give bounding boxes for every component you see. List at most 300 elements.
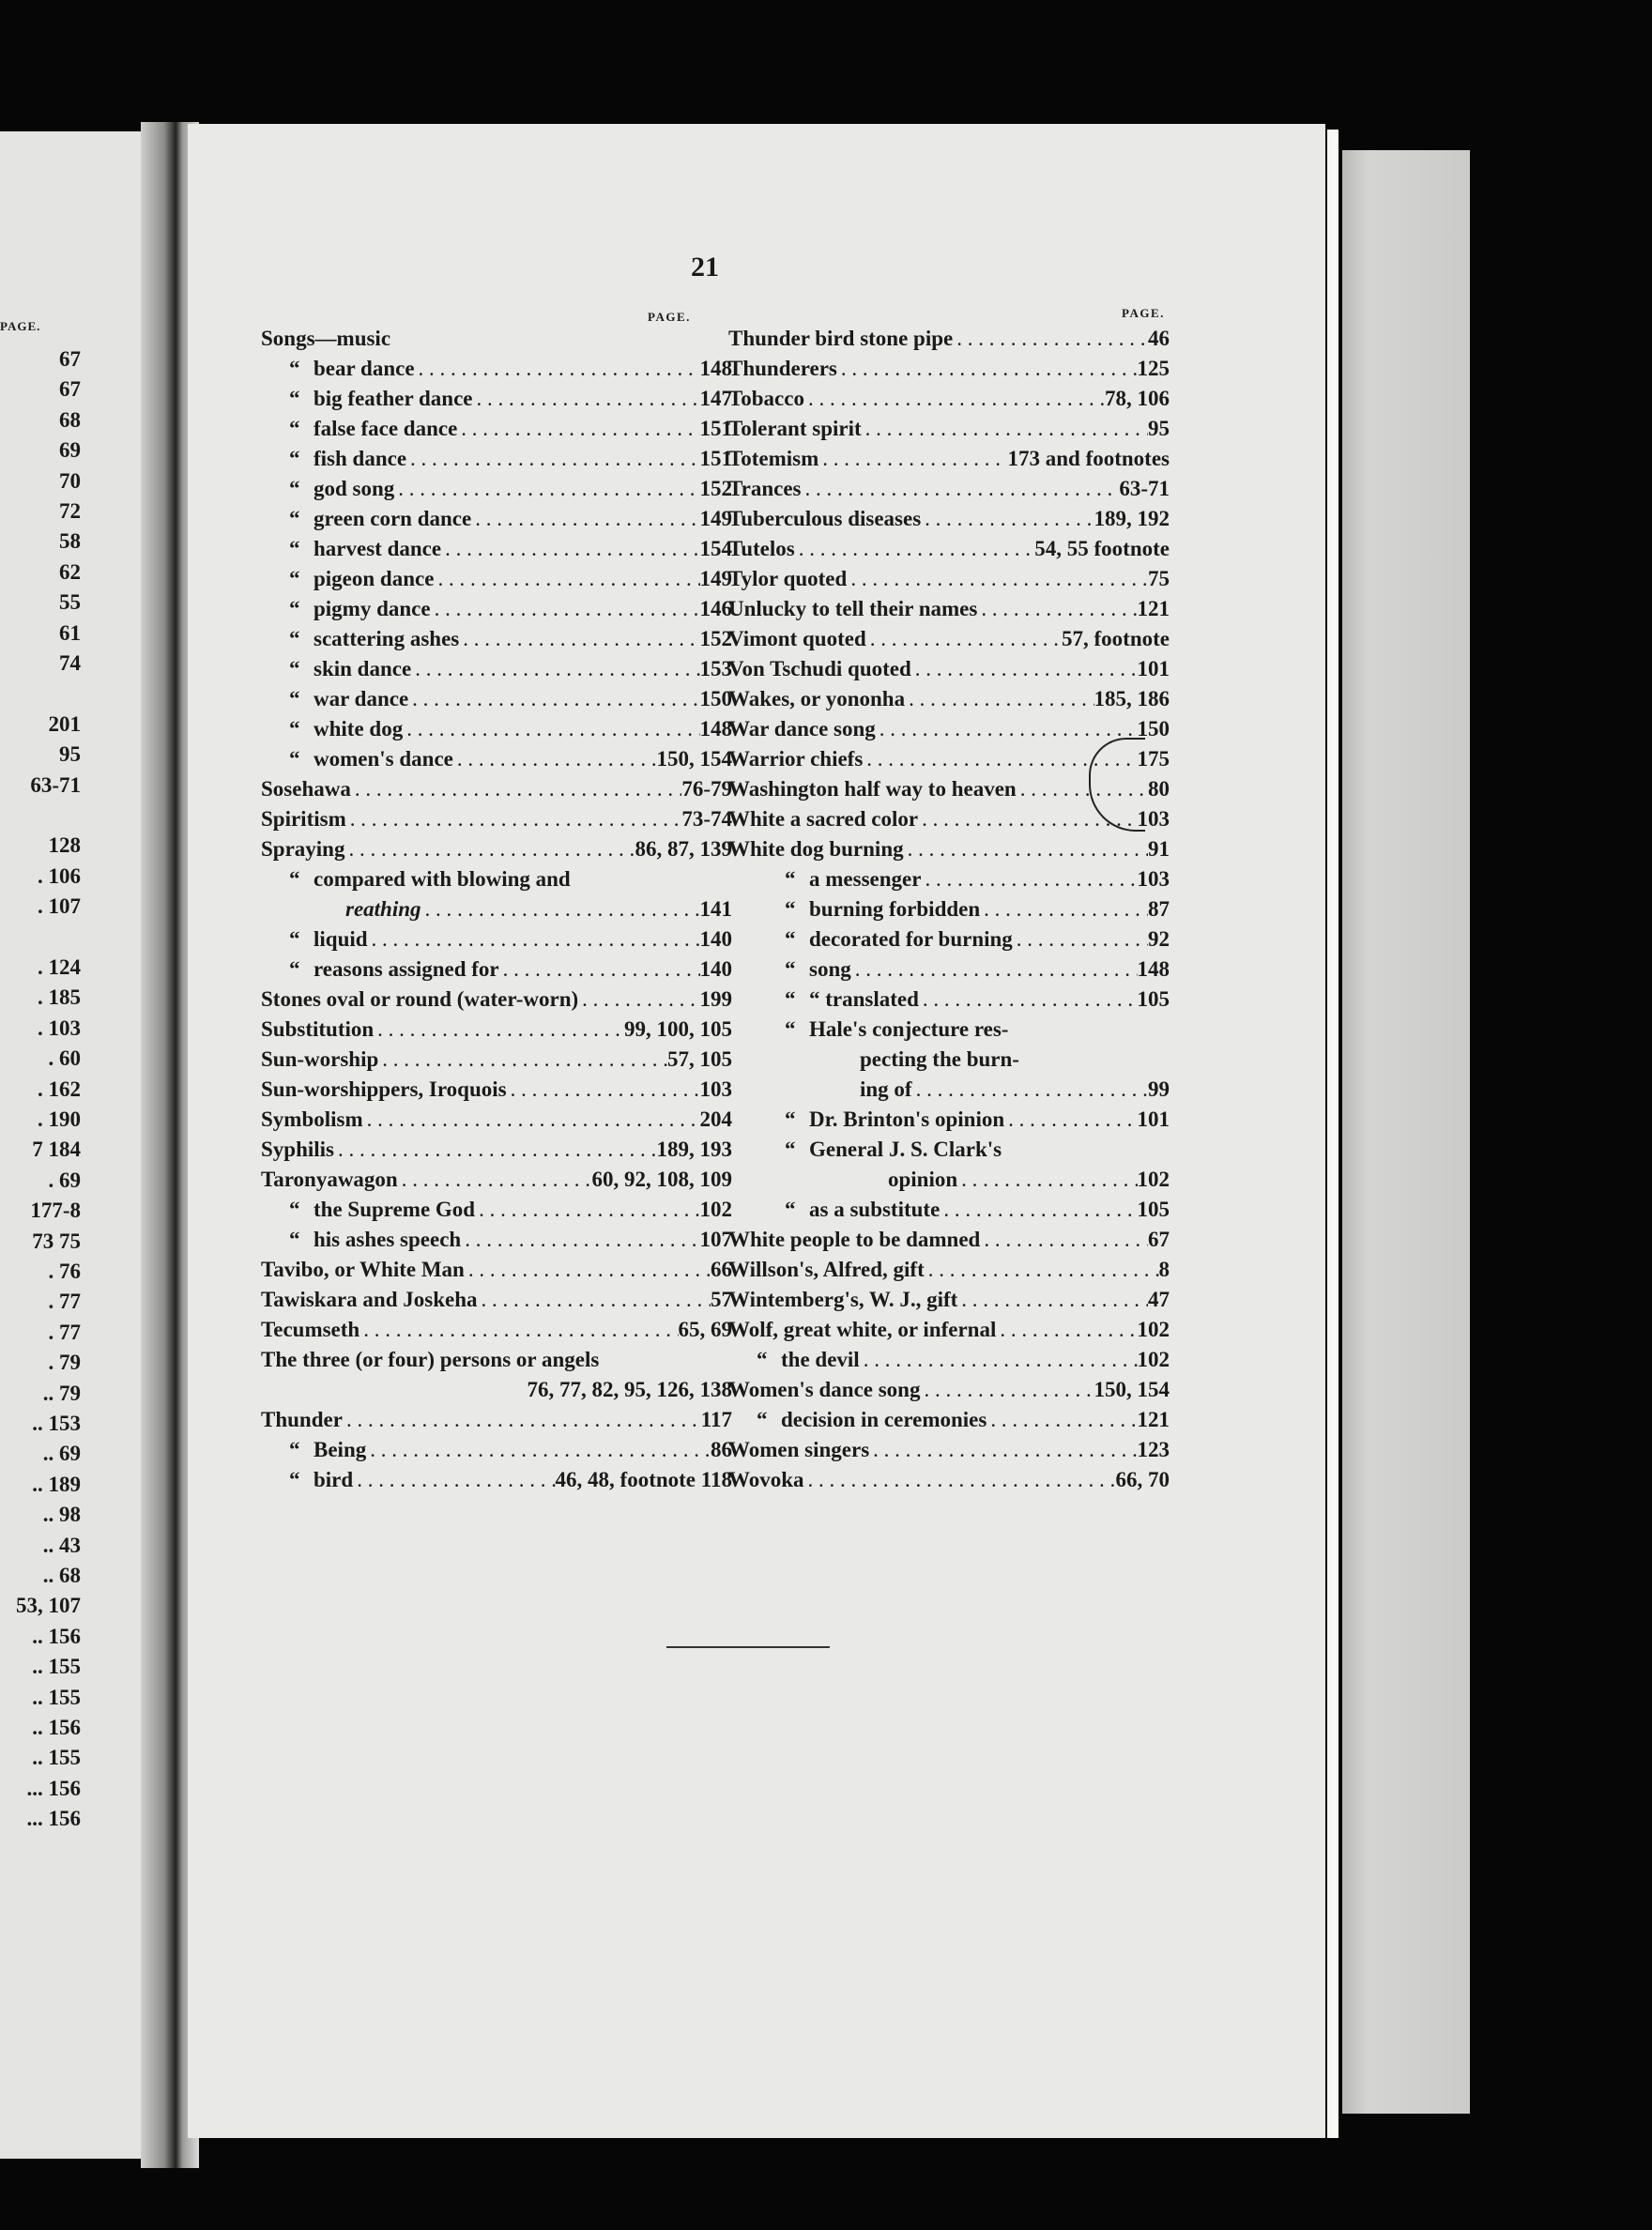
entry-pages: 103	[699, 1077, 732, 1101]
ditto-mark: “	[289, 927, 300, 951]
entry-pages: 149	[699, 567, 732, 590]
previous-page-number: .. 43	[42, 1533, 81, 1557]
index-entry	[728, 567, 1170, 597]
entry-pages: 47	[1148, 1288, 1170, 1311]
previous-page-number: 70	[59, 468, 81, 493]
entry-pages: 148	[699, 357, 732, 380]
entry-pages: 146	[699, 597, 732, 620]
previous-page-number: 63-71	[30, 772, 81, 797]
entry-pages: 87	[1148, 897, 1170, 921]
page-edge	[1327, 130, 1338, 2138]
index-entry	[728, 1138, 1170, 1168]
dot-leader	[866, 627, 1062, 651]
dot-leader	[862, 417, 1148, 441]
index-entry	[728, 1168, 1170, 1198]
dot-leader	[957, 1168, 1137, 1192]
index-entry	[728, 927, 1170, 957]
dot-leader	[406, 447, 699, 471]
entry-pages: 75	[1148, 567, 1170, 590]
entry-pages: 173 and footnotes	[1007, 447, 1170, 470]
previous-page-fragment	[0, 131, 148, 2159]
dot-leader	[344, 837, 635, 862]
entry-label: Tecumseth	[261, 1318, 360, 1341]
index-entry	[728, 627, 1170, 657]
index-entry	[728, 1017, 1170, 1047]
previous-page-number: . 60	[48, 1046, 81, 1071]
entry-label: Thunder	[261, 1408, 343, 1431]
index-entry	[261, 507, 732, 537]
entry-pages: 204	[699, 1107, 732, 1131]
entry-pages: 92	[1148, 927, 1170, 951]
previous-page-number: 53, 107	[16, 1594, 81, 1618]
dot-leader	[920, 1378, 1094, 1402]
previous-page-number: 74	[59, 651, 81, 675]
dot-leader	[851, 957, 1138, 982]
entry-pages: 101	[1137, 657, 1170, 680]
entry-pages: 141	[699, 897, 732, 921]
dot-leader	[940, 1198, 1137, 1222]
index-entry	[728, 1348, 1170, 1378]
entry-pages: 175	[1137, 747, 1170, 771]
previous-page-number: .. 68	[42, 1564, 81, 1587]
index-entry	[261, 537, 732, 567]
index-entry	[728, 357, 1170, 387]
entry-pages: 150	[1137, 717, 1170, 741]
index-right-column	[728, 327, 1170, 1498]
ditto-mark: “	[785, 867, 796, 891]
entry-label: Spraying	[261, 837, 345, 861]
entry-label: Sun-worshippers, Iroquois	[261, 1077, 507, 1101]
previous-page-number: .. 155	[32, 1685, 81, 1709]
entry-label: scattering ashes	[314, 627, 460, 650]
index-entry	[261, 1378, 732, 1408]
entry-label: Washington half way to heaven	[728, 777, 1017, 801]
entry-label: decision in ceremonies	[781, 1408, 987, 1431]
dot-leader	[334, 1138, 657, 1162]
page-number: 21	[691, 252, 719, 283]
entry-label: his ashes speech	[314, 1228, 462, 1251]
entry-label: White people to be damned	[728, 1228, 981, 1251]
entry-pages: 117	[700, 1408, 732, 1431]
dot-leader	[837, 357, 1138, 381]
entry-label: Tuberculous diseases	[728, 507, 922, 530]
index-entry	[728, 1107, 1170, 1138]
ditto-mark: “	[785, 927, 796, 951]
entry-label: bear dance	[314, 357, 415, 380]
dot-leader	[980, 1228, 1148, 1252]
previous-page-number: .. 153	[32, 1412, 81, 1435]
index-entry	[728, 387, 1170, 417]
entry-pages: 76, 77, 82, 95, 126, 138	[527, 1378, 732, 1401]
entry-label: pecting the burn-	[860, 1047, 1019, 1071]
previous-page-number: 73 75	[32, 1229, 81, 1253]
entry-pages: 150, 154	[1094, 1378, 1170, 1401]
entry-pages: 86	[711, 1438, 732, 1461]
index-entry	[728, 897, 1170, 927]
dot-leader	[987, 1408, 1137, 1432]
entry-label: Tawiskara and Joskeha	[261, 1288, 478, 1311]
entry-pages: 153	[699, 657, 732, 680]
previous-page-number: ... 156	[26, 1807, 81, 1831]
index-entry	[728, 717, 1170, 747]
previous-page-number: . 162	[38, 1077, 81, 1101]
dot-leader	[996, 1318, 1137, 1342]
entry-pages: 99	[1148, 1077, 1170, 1101]
entry-pages: 80	[1148, 777, 1170, 801]
entry-pages: 125	[1137, 357, 1170, 380]
dot-leader	[457, 417, 699, 441]
dot-leader	[459, 627, 699, 651]
index-entry	[261, 1438, 732, 1468]
previous-page-number: .. 98	[42, 1503, 81, 1527]
entry-pages: 121	[1137, 1408, 1170, 1431]
entry-pages: 103	[1137, 807, 1170, 831]
previous-page-number: 61	[59, 620, 81, 645]
index-entry	[261, 657, 732, 687]
ditto-mark: “	[289, 477, 300, 500]
previous-page-number: .. 155	[32, 1655, 81, 1679]
entry-pages: 57	[711, 1288, 732, 1311]
entry-label: war dance	[314, 687, 409, 710]
entry-pages: 154	[699, 537, 732, 560]
ditto-mark: “	[289, 657, 300, 680]
index-entry	[261, 1047, 732, 1077]
dot-leader	[366, 1438, 711, 1462]
previous-page-header: PAGE.	[0, 319, 41, 333]
index-entry	[261, 387, 732, 417]
entry-label: Warrior chiefs	[728, 747, 864, 771]
index-entry	[728, 837, 1170, 867]
entry-pages: 63-71	[1119, 477, 1170, 500]
index-entry	[261, 1077, 732, 1107]
entry-label: harvest dance	[314, 537, 442, 560]
entry-pages: 107	[699, 1228, 732, 1251]
ditto-mark: “	[785, 1107, 796, 1131]
previous-page-number: 68	[59, 407, 81, 432]
dot-leader	[507, 1077, 700, 1102]
dot-leader	[461, 1228, 699, 1252]
entry-pages: 152	[699, 627, 732, 650]
index-entry	[261, 927, 732, 957]
entry-label: White dog burning	[728, 837, 904, 861]
entry-label: big feather dance	[314, 387, 473, 410]
entry-label: White a sacred color	[728, 807, 919, 831]
entry-label: Wakes, or yononha	[728, 687, 906, 710]
entry-label: women's dance	[314, 747, 453, 771]
entry-pages: 65, 69	[678, 1318, 732, 1341]
dot-leader	[905, 687, 1094, 711]
index-entry	[261, 987, 732, 1017]
dot-leader	[368, 927, 700, 952]
entry-label: Substitution	[261, 1017, 375, 1041]
index-entry	[261, 1017, 732, 1047]
dot-leader	[471, 507, 699, 531]
dot-leader	[353, 1468, 555, 1492]
index-entry	[261, 447, 732, 477]
entry-pages: 185, 186	[1094, 687, 1170, 710]
previous-page-number: .. 156	[32, 1624, 81, 1648]
previous-page-number: 67	[59, 347, 81, 371]
index-entry	[261, 627, 732, 657]
index-entry	[261, 1228, 732, 1258]
entry-label: Thunder bird stone pipe	[728, 327, 954, 350]
index-entry	[261, 777, 732, 807]
dot-leader	[977, 597, 1137, 621]
dot-leader	[343, 1408, 701, 1432]
entry-pages: 78, 106	[1105, 387, 1170, 410]
entry-label: Spiritism	[261, 807, 346, 831]
index-entry	[728, 1198, 1170, 1228]
entry-label: Willson's, Alfred, gift	[728, 1258, 925, 1281]
entry-pages: 151	[699, 447, 732, 470]
dot-leader	[403, 717, 699, 741]
index-entry	[728, 447, 1170, 477]
dot-leader	[465, 1258, 711, 1282]
dot-leader	[876, 717, 1138, 741]
index-entry	[261, 1288, 732, 1318]
dot-leader	[421, 897, 700, 922]
dot-leader	[351, 777, 681, 802]
dot-leader	[1013, 927, 1148, 952]
entry-label: burning forbidden	[809, 897, 981, 921]
entry-label: “ translated	[809, 987, 919, 1011]
previous-page-number: 201	[48, 711, 81, 736]
entry-pages: 148	[1137, 957, 1170, 981]
index-entry	[728, 1288, 1170, 1318]
entry-label: Being	[314, 1438, 367, 1461]
ditto-mark: “	[289, 447, 300, 470]
entry-pages: 67	[1148, 1228, 1170, 1251]
ditto-mark: “	[289, 1228, 300, 1251]
index-entry	[728, 1047, 1170, 1077]
index-entry	[728, 987, 1170, 1017]
entry-pages: 121	[1137, 597, 1170, 620]
entry-pages: 105	[1137, 987, 1170, 1011]
dot-leader	[398, 1168, 592, 1192]
entry-label: god song	[314, 477, 395, 500]
entry-pages: 101	[1137, 1107, 1170, 1131]
entry-label: compared with blowing and	[314, 867, 571, 891]
index-entry	[261, 1408, 732, 1438]
index-entry	[261, 867, 732, 897]
entry-label: Tobacco	[728, 387, 804, 410]
index-entry	[728, 1408, 1170, 1438]
dot-leader	[441, 537, 699, 561]
entry-pages: 149	[699, 507, 732, 530]
ditto-mark: “	[757, 1348, 768, 1371]
entry-label: Sosehawa	[261, 777, 351, 801]
previous-page-number: 58	[59, 529, 81, 554]
ditto-mark: “	[785, 1017, 796, 1041]
index-entry	[261, 1348, 732, 1378]
entry-label: liquid	[314, 927, 368, 951]
previous-page-number: . 79	[48, 1351, 81, 1375]
entry-pages: 46	[1148, 327, 1170, 350]
entry-pages: 66, 70	[1115, 1468, 1170, 1491]
index-entry	[728, 597, 1170, 627]
entry-label: Tolerant spirit	[728, 417, 862, 440]
ditto-mark: “	[785, 957, 796, 981]
dot-leader	[904, 837, 1148, 862]
entry-pages: 57, 105	[667, 1047, 732, 1071]
end-rule	[666, 1646, 830, 1648]
dot-leader	[847, 567, 1148, 591]
dot-leader	[869, 1438, 1137, 1462]
entry-pages: 150, 154	[656, 747, 732, 771]
previous-page-number: . 77	[48, 1320, 81, 1344]
entry-pages: 99, 100, 105	[624, 1017, 732, 1041]
previous-page-number: . 185	[38, 985, 81, 1010]
entry-label: Von Tschudi quoted	[728, 657, 911, 680]
dot-leader	[434, 567, 699, 591]
previous-page-number: . 69	[48, 1168, 81, 1192]
entry-label: Tavibo, or White Man	[261, 1258, 465, 1281]
entry-pages: 189, 192	[1094, 507, 1170, 530]
entry-label: Symbolism	[261, 1107, 363, 1131]
entry-pages: 57, footnote	[1062, 627, 1170, 650]
index-entry	[728, 1077, 1170, 1107]
entry-label: Women singers	[728, 1438, 870, 1461]
index-entry	[728, 327, 1170, 357]
entry-pages: 66	[711, 1258, 732, 1281]
dot-leader	[912, 1077, 1148, 1102]
dot-leader	[860, 1348, 1138, 1372]
dot-leader	[919, 987, 1138, 1012]
index-entry	[261, 1258, 732, 1288]
previous-page-number: ... 156	[26, 1776, 81, 1800]
entry-label: as a substitute	[809, 1198, 941, 1221]
index-entry	[728, 657, 1170, 687]
entry-pages: 148	[699, 717, 732, 741]
entry-label: Wovoka	[728, 1468, 804, 1491]
entry-pages: 123	[1137, 1438, 1170, 1461]
index-entry	[728, 687, 1170, 717]
dot-leader	[408, 687, 699, 711]
entry-label: a messenger	[809, 867, 922, 891]
dot-leader	[804, 1468, 1116, 1492]
entry-label: Thunderers	[728, 357, 837, 380]
entry-label: Vimont quoted	[728, 627, 866, 650]
right-column-header: PAGE.	[1122, 306, 1165, 320]
entry-label: Hale's conjecture res-	[809, 1017, 1009, 1041]
entry-label: ing of	[860, 1077, 912, 1101]
entry-pages: 73-74	[681, 807, 732, 831]
entry-pages: 152	[699, 477, 732, 500]
ditto-mark: “	[289, 747, 300, 771]
previous-page-number: 177-8	[30, 1199, 81, 1223]
index-entry	[728, 417, 1170, 447]
entry-pages: 76-79	[681, 777, 732, 801]
entry-pages: 102	[1137, 1348, 1170, 1371]
ditto-mark: “	[289, 357, 300, 380]
index-entry	[728, 1228, 1170, 1258]
entry-label: Dr. Brinton's opinion	[809, 1107, 1005, 1131]
index-entry	[261, 957, 732, 987]
dot-leader	[957, 1288, 1148, 1312]
entry-pages: 151	[699, 417, 732, 440]
entry-label: War dance song	[728, 717, 876, 741]
ditto-mark: “	[289, 957, 300, 981]
previous-page-number: 72	[59, 499, 81, 523]
previous-page-number: . 76	[48, 1260, 81, 1283]
index-entry	[261, 1138, 732, 1168]
ditto-mark: “	[289, 1438, 300, 1461]
dot-leader	[346, 807, 682, 832]
entry-label: Totemism	[728, 447, 819, 470]
dot-leader	[953, 327, 1148, 351]
previous-page-number: . 106	[38, 863, 81, 888]
index-entry	[728, 477, 1170, 507]
entry-pages: 140	[699, 927, 732, 951]
entry-pages: 95	[1148, 417, 1170, 440]
index-entry	[261, 357, 732, 387]
entry-label: General J. S. Clark's	[809, 1138, 1002, 1161]
ditto-mark: “	[289, 417, 300, 440]
previous-page-number: .. 155	[32, 1746, 81, 1770]
entry-pages: 46, 48, footnote 118	[555, 1468, 732, 1491]
entry-pages: 150	[699, 687, 732, 710]
dot-leader	[795, 537, 1035, 561]
dot-leader	[921, 507, 1094, 531]
dot-leader	[980, 897, 1148, 922]
previous-page-number: .. 69	[42, 1442, 81, 1466]
dot-leader	[478, 1288, 711, 1312]
ditto-mark: “	[289, 507, 300, 530]
index-entry	[261, 1198, 732, 1228]
index-entry	[261, 327, 732, 357]
ditto-mark: “	[289, 1468, 300, 1491]
previous-page-number: 7 184	[32, 1138, 81, 1162]
entry-label: The three (or four) persons or angels	[261, 1348, 600, 1371]
entry-label: Syphilis	[261, 1138, 334, 1161]
previous-page-number: .. 156	[32, 1716, 81, 1739]
dot-leader	[499, 957, 700, 982]
previous-page-number: 62	[59, 559, 81, 584]
ditto-mark: “	[289, 687, 300, 710]
entry-label: opinion	[888, 1168, 958, 1191]
entry-pages: 105	[1137, 1198, 1170, 1221]
ditto-mark: “	[289, 387, 300, 410]
entry-label: white dog	[314, 717, 404, 741]
dot-leader	[804, 387, 1105, 411]
dot-leader	[911, 657, 1138, 681]
entry-label: false face dance	[314, 417, 458, 440]
ditto-mark: “	[289, 597, 300, 620]
previous-page-number: 95	[59, 742, 81, 767]
dot-leader	[359, 1318, 678, 1342]
dot-leader	[363, 1107, 700, 1132]
ditto-mark: “	[785, 1198, 796, 1221]
ditto-mark: “	[289, 717, 300, 741]
index-entry	[728, 867, 1170, 897]
entry-pages: 86, 87, 139	[635, 837, 732, 861]
dot-leader	[818, 447, 1007, 471]
previous-page-number: . 103	[38, 1016, 81, 1040]
entry-label: the Supreme God	[314, 1198, 476, 1221]
index-entry	[728, 1258, 1170, 1288]
entry-label: song	[809, 957, 851, 981]
entry-pages: 103	[1137, 867, 1170, 891]
dot-leader	[1004, 1107, 1137, 1132]
entry-label: green corn dance	[314, 507, 472, 530]
entry-label: pigeon dance	[314, 567, 435, 590]
index-entry	[261, 1168, 732, 1198]
entry-label: Trances	[728, 477, 802, 500]
ditto-mark: “	[289, 567, 300, 590]
previous-page-number: . 190	[38, 1107, 81, 1131]
entry-pages: 54, 55 footnote	[1034, 537, 1170, 560]
entry-pages: 102	[699, 1198, 732, 1221]
